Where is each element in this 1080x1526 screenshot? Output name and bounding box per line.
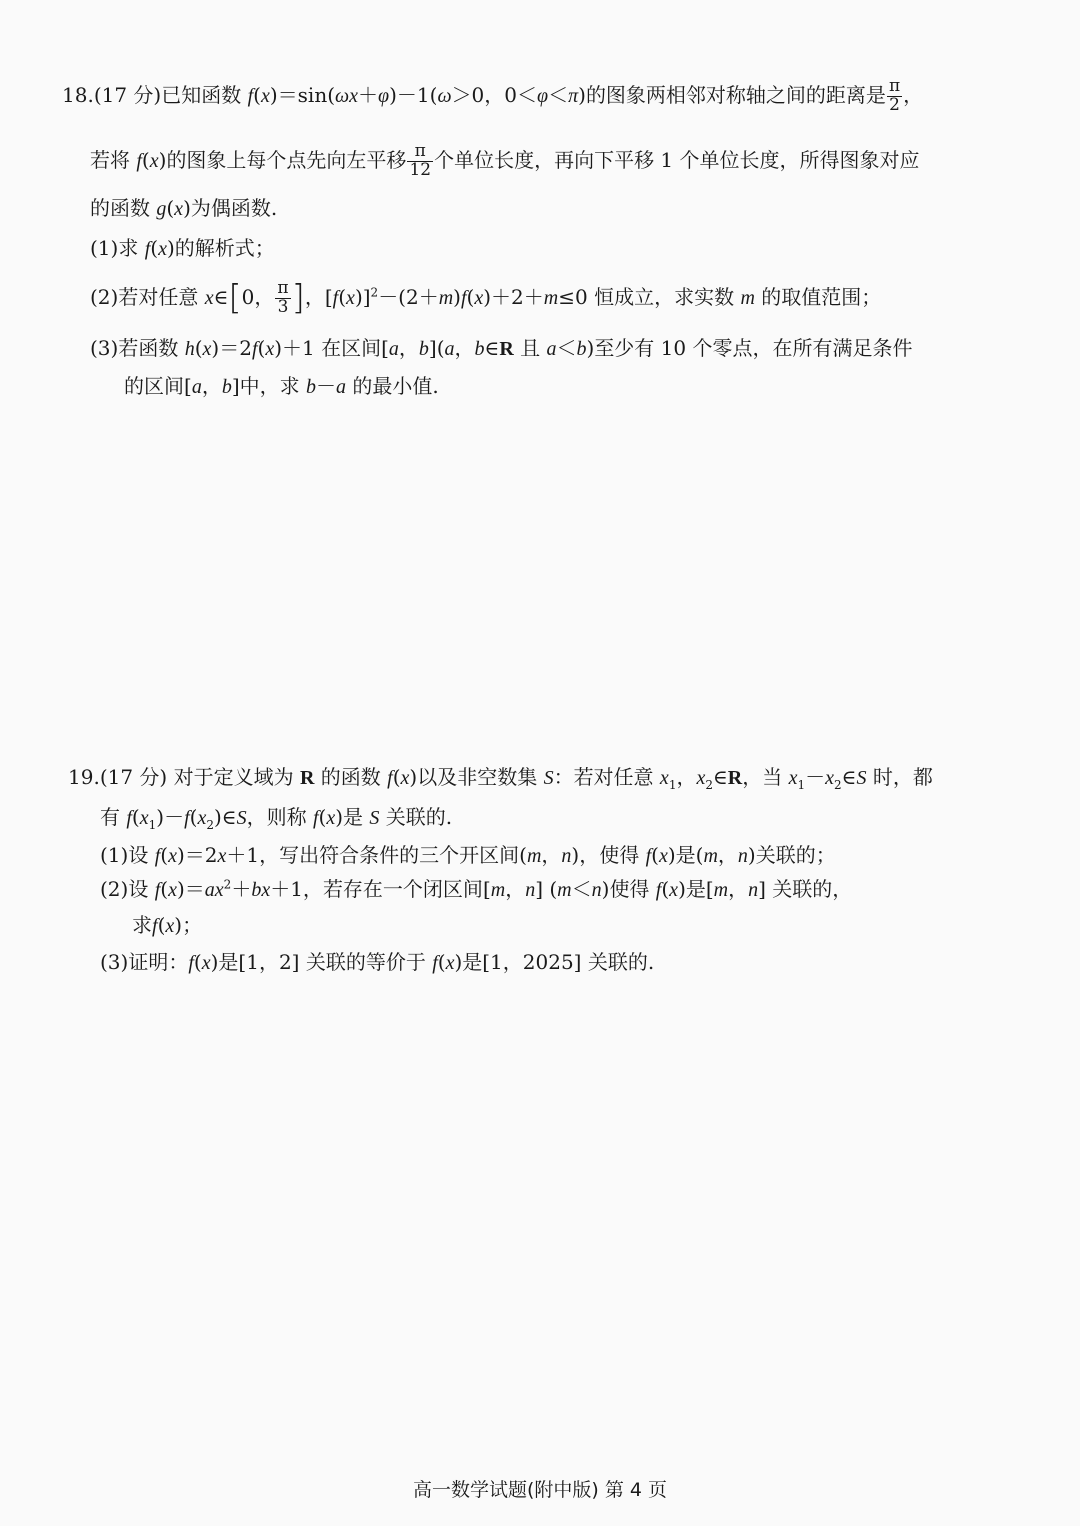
q19-line-2: 有 $f(x_1)-f(x_2)\in S$，则称 f(x)是 S 关联的.: [100, 805, 453, 832]
q19-part-1: (1)设 f(x)＝2x＋1，写出符合条件的三个开区间(m，n)，使得 f(x)是(m，n)关联的；: [100, 843, 836, 867]
fraction-pi-over-2: $\frac{\pi}{2}$: [888, 76, 901, 115]
q18-part-2: (2)若对任意 x∈[0， $\frac{\pi}{3}$ ]，$[f(x)]^2-(2+m)f(x)+2+m\le 0$ 恒成立，求实数 m 的取值范围；: [90, 278, 882, 318]
q18-number: 18.: [62, 82, 94, 107]
fraction-pi-over-12: $\frac{\pi}{12}$: [409, 141, 432, 180]
q18-part-1: (1)求 f(x)的解析式；: [90, 236, 275, 260]
q18-part-3-line-2: 的区间[a，b]中，求 b－a 的最小值.: [124, 374, 439, 398]
q18-part-3: (3)若函数 h(x)＝2f(x)＋1 在区间[a，b](a，b∈R 且 a＜b)至少有 10 个零点，在所有满足条件: [90, 336, 913, 360]
q19-part-2: (2)设 $f(x)=ax^2+bx+1$，若存在一个闭区间[m，n] (m＜n)使得 f(x)是[m，n] 关联的，: [100, 877, 853, 901]
q19-score: (17 分): [99, 765, 168, 789]
q19-part-2-line-2: 求f(x)；: [132, 913, 203, 937]
q18-line-1: 18.(17 分)已知函数 f(x)＝sin(ωx＋φ)－1(ω＞0，0＜φ＜π)的图象两相邻对称轴之间的距离是 $\frac{\pi}{2}$ ，: [62, 76, 924, 115]
fraction-pi-over-3: $\frac{\pi}{3}$: [277, 278, 289, 317]
q18-line-3: 的函数 g(x)为偶函数.: [90, 196, 278, 220]
q18-score: (17 分): [93, 82, 162, 107]
q19-line-1: 19.(17 分) 对于定义域为 R 的函数 f(x)以及非空数集 S：若对任意 $x_1$，$x_2\in R$，当 $x_1-x_2\in S$ 时，都: [68, 765, 933, 792]
q19-part-3: (3)证明：f(x)是[1，2] 关联的等价于 f(x)是[1，2025] 关联的.: [100, 950, 655, 974]
q18-line-2: 若将 f(x)的图象上每个点先向左平移 $\frac{\pi}{12}$ 个单位长度，再向下平移 1 个单位长度，所得图象对应: [90, 141, 920, 180]
q19-number: 19.: [68, 765, 100, 789]
page-footer: 高一数学试题(附中版) 第 4 页: [412, 1479, 668, 1501]
